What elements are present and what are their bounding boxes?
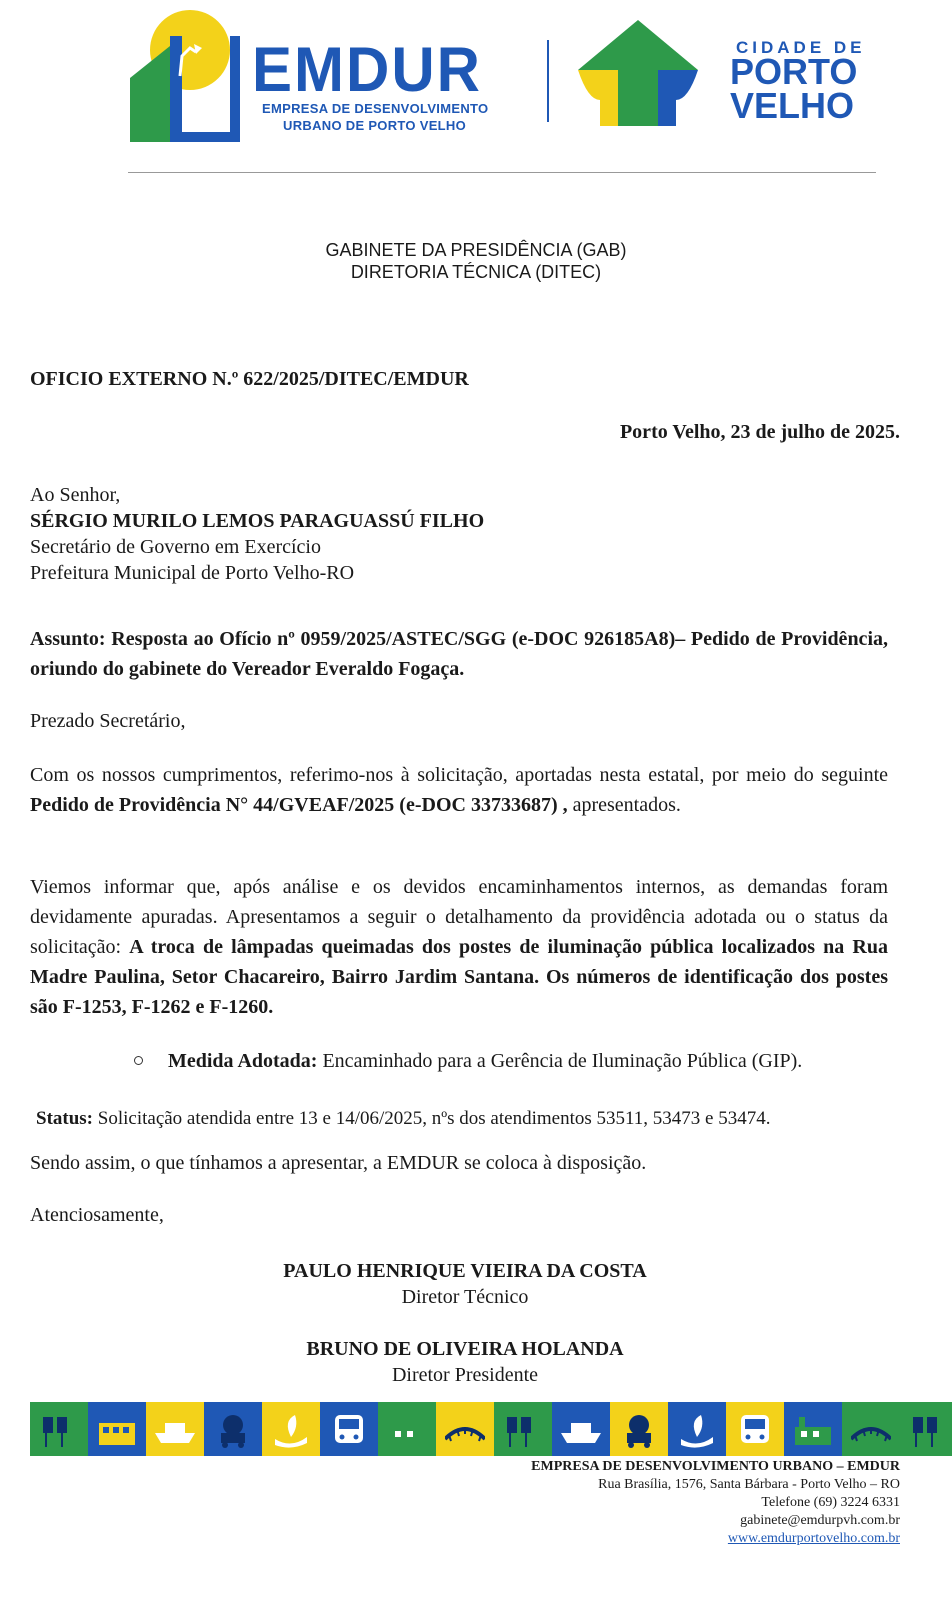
paragraph-2	[30, 872, 888, 1022]
signatory-2-role: Diretor Presidente	[391, 1364, 539, 1386]
city-label-velho: VELHO	[730, 85, 855, 126]
status-text: Solicitação atendida entre 13 e 14/06/2025, nºs dos atendimentos 53511, 53473 e 53474.	[93, 1108, 771, 1129]
paragraph-1	[30, 760, 888, 820]
city-label-top: CIDADE DE	[736, 38, 866, 57]
paragraph-1-request-id: Pedido de Providência N° 44/GVEAF/2025 (e-DOC 33733687) ,	[30, 794, 568, 816]
factory-icon	[784, 1402, 842, 1456]
footer-email[interactable]: gabinete@emdurpvh.com.br	[740, 1513, 900, 1528]
header-divider	[547, 40, 549, 122]
emdur-wordmark: EMDUR	[252, 34, 482, 105]
emdur-logo-mark	[130, 6, 250, 146]
footer-company: EMPRESA DE DESENVOLVIMENTO URBANO – EMDUR	[531, 1459, 900, 1474]
measure-label: Medida Adotada:	[168, 1050, 318, 1072]
recipient-salutation: Ao Senhor,	[30, 484, 121, 506]
department-line-1: GABINETE DA PRESIDÊNCIA (GAB)	[325, 240, 627, 260]
sign-off: Atenciosamente,	[30, 1204, 164, 1226]
signatory-2-name: BRUNO DE OLIVEIRA HOLANDA	[306, 1338, 624, 1360]
factory-icon	[378, 1402, 436, 1456]
closing-line: Sendo assim, o que tínhamos a apresentar, a EMDUR se coloca à disposição.	[30, 1152, 647, 1174]
railway-icon	[436, 1402, 494, 1456]
plant-hand-icon	[262, 1402, 320, 1456]
water-tanks-icon	[30, 1402, 88, 1456]
boat-icon	[146, 1402, 204, 1456]
paragraph-1-text-a: Com os nossos cumprimentos, referimo-nos à solicitação, aportadas nesta estatal, por meio do seguinte	[30, 764, 888, 786]
porto-velho-arrow-icon	[578, 20, 698, 130]
signatory-1-name: PAULO HENRIQUE VIEIRA DA COSTA	[283, 1260, 647, 1282]
emdur-tagline-1: EMPRESA DE DESENVOLVIMENTO	[262, 101, 489, 116]
status-label: Status:	[36, 1108, 94, 1129]
railway-icon	[842, 1402, 900, 1456]
department-line-2: DIRETORIA TÉCNICA (DITEC)	[350, 262, 602, 282]
footer-phone: Telefone (69) 3224 6331	[761, 1495, 900, 1510]
building-icon	[88, 1402, 146, 1456]
footer-address: Rua Brasília, 1576, Santa Bárbara - Porto Velho – RO	[598, 1477, 900, 1492]
train-icon	[610, 1402, 668, 1456]
bullet-circle-icon	[134, 1056, 143, 1065]
letter-reference: OFICIO EXTERNO N.º 622/2025/DITEC/EMDUR	[30, 368, 469, 390]
letter-subject: Assunto: Resposta ao Ofício nº 0959/2025/ASTEC/SGG (e-DOC 926185A8)– Pedido de Providência, oriundo do gabinete do Vereador Everaldo Fogaça.	[30, 628, 888, 680]
measure-item	[168, 1048, 802, 1074]
measure-text: Encaminhado para a Gerência de Iluminação Pública (GIP).	[317, 1050, 803, 1072]
water-tanks-icon	[900, 1402, 952, 1456]
letter-date: Porto Velho, 23 de julho de 2025.	[619, 421, 900, 443]
footer-website-link[interactable]: www.emdurportovelho.com.br	[727, 1531, 900, 1546]
footer-icon-banner	[30, 1402, 952, 1456]
letter-greeting: Prezado Secretário,	[30, 710, 186, 732]
water-tanks-icon	[494, 1402, 552, 1456]
bus-icon	[320, 1402, 378, 1456]
boat-icon	[552, 1402, 610, 1456]
recipient-name: SÉRGIO MURILO LEMOS PARAGUASSÚ FILHO	[30, 510, 485, 532]
paragraph-2-text: Viemos informar que, após análise e os devidos encaminhamentos internos, as demandas foram devidamente apuradas. Apresentamos a seguir o detalhamento da providência adotada ou o status da solicitação:	[30, 876, 888, 958]
signatory-1-role: Diretor Técnico	[401, 1286, 529, 1308]
paragraph-1-text-b: apresentados.	[567, 794, 681, 816]
city-label-porto: PORTO	[730, 51, 858, 92]
emdur-tagline-2: URBANO DE PORTO VELHO	[283, 118, 467, 133]
status-line	[36, 1106, 770, 1132]
paragraph-2-detail: A troca de lâmpadas queimadas dos postes de iluminação pública localizados na Rua Madre Paulina, Setor Chacareiro, Bairro Jardim Santana. Os números de identificação dos postes são F-1253, F-1262 e F-1260.	[30, 936, 888, 1018]
train-icon	[204, 1402, 262, 1456]
header-rule	[128, 172, 876, 173]
plant-hand-icon	[668, 1402, 726, 1456]
recipient-title: Secretário de Governo em Exercício	[30, 536, 321, 558]
bus-icon	[726, 1402, 784, 1456]
recipient-org: Prefeitura Municipal de Porto Velho-RO	[30, 562, 355, 584]
